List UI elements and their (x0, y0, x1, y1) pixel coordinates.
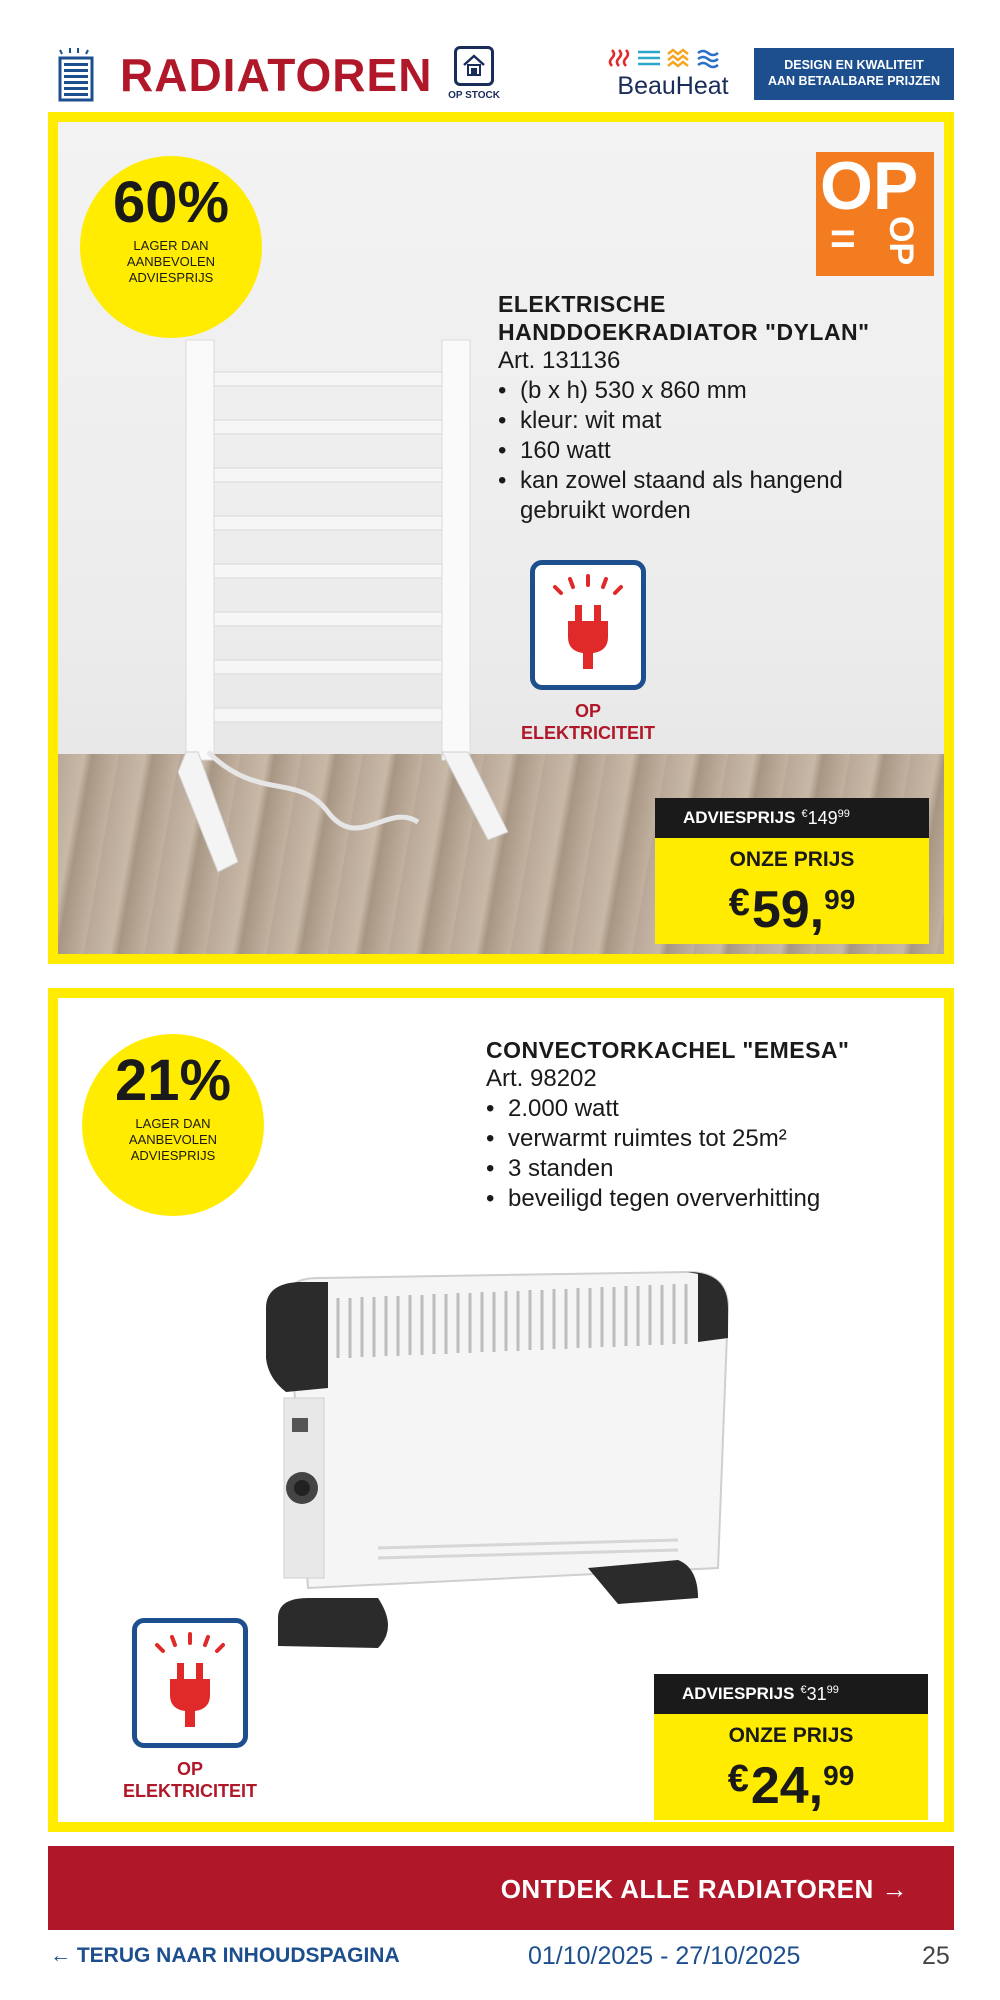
spec-item: • kan zowel staand als hangend (498, 466, 938, 496)
price-block (655, 798, 929, 944)
spec-item-continuation: gebruikt worden (520, 497, 691, 524)
advies-price (800, 1684, 838, 1705)
beauheat-waves-logo (608, 46, 728, 72)
sale-cents: 99 (824, 884, 856, 915)
sale-amount: 24, (750, 1757, 824, 1815)
product-title: CONVECTORKACHEL "EMESA" (486, 1037, 850, 1063)
advies-price-bar (655, 798, 929, 838)
sale-amount: 59, (751, 881, 825, 939)
article-number: Art. 98202 (486, 1065, 597, 1092)
spec-item: • 2.000 watt (486, 1094, 946, 1124)
product-info (498, 290, 938, 526)
advies-currency: € (800, 1683, 807, 1696)
page-header (0, 0, 1000, 110)
product-title: HANDDOEKRADIATOR "DYLAN" (498, 319, 870, 345)
advies-label: ADVIESPRIJS (683, 808, 796, 827)
discount-line: ADVIESPRIJS (130, 1148, 216, 1163)
discount-percent: 60% (112, 170, 230, 235)
discount-text (80, 238, 262, 286)
product-panel-emesa (48, 988, 954, 1832)
sale-currency: € (727, 1758, 749, 1800)
spec-item: • kleur: wit mat (498, 406, 938, 436)
product-title: ELEKTRISCHE (498, 291, 666, 317)
sale-currency: € (728, 882, 750, 924)
onze-label: ONZE PRIJS (729, 848, 855, 871)
convector-heater-image (258, 1268, 758, 1668)
sale-cents: 99 (823, 1760, 855, 1791)
electric-label-line: ELEKTRICITEIT (123, 1781, 257, 1801)
electric-label-line: OP (574, 701, 601, 721)
electric-label (110, 1758, 270, 1802)
sale-price (655, 872, 929, 938)
op-is-op-badge (816, 148, 934, 276)
slogan-line-2: AAN BETAALBARE PRIJZEN (768, 74, 940, 88)
op-badge-equals: = (830, 214, 856, 263)
electric-label (508, 700, 668, 744)
discount-line: ADVIESPRIJS (128, 270, 214, 285)
sale-price (654, 1748, 928, 1814)
electric-label-line: OP (176, 1759, 203, 1779)
slogan-line-1: DESIGN EN KWALITEIT (784, 58, 924, 72)
electric-badge (508, 560, 668, 744)
stock-label: OP STOCK (448, 90, 500, 101)
spec-item: • 3 standen (486, 1154, 946, 1184)
discover-all-radiators-button[interactable] (48, 1846, 954, 1930)
spec-list (486, 1094, 946, 1214)
onze-label: ONZE PRIJS (728, 1724, 854, 1747)
spec-item: • (b x h) 530 x 860 mm (498, 376, 938, 406)
electric-plug-icon (530, 560, 646, 690)
electric-badge (110, 1618, 270, 1802)
spec-item: • 160 watt (498, 436, 938, 466)
advies-label: ADVIESPRIJS (682, 1684, 795, 1703)
advies-cents: 99 (837, 807, 850, 820)
electric-plug-icon (132, 1618, 248, 1748)
validity-date-range: 01/10/2025 - 27/10/2025 (528, 1942, 801, 1970)
discount-badge (82, 1034, 264, 1216)
product-info (486, 1036, 946, 1214)
back-to-contents-link[interactable]: ← TERUG NAAR INHOUDSPAGINA (50, 1944, 400, 1967)
discount-line: AANBEVOLEN (126, 254, 216, 269)
discount-line: AANBEVOLEN (128, 1132, 218, 1147)
advies-price (801, 808, 849, 829)
product-panel-dylan (48, 112, 954, 964)
discount-percent: 21% (114, 1048, 232, 1113)
advies-currency: € (801, 807, 808, 820)
discount-badge (80, 156, 262, 338)
op-badge-rotated: OP (882, 216, 920, 266)
spec-list (498, 376, 938, 496)
spec-item: • beveiligd tegen oververhitting (486, 1184, 946, 1214)
slogan-banner (754, 48, 954, 100)
stock-badge (444, 46, 504, 101)
brand-name: BeauHeat (617, 72, 729, 100)
onze-price-box (655, 838, 929, 944)
page-number: 25 (922, 1942, 950, 1970)
discount-line: LAGER DAN (133, 238, 209, 253)
electric-label-line: ELEKTRICITEIT (521, 723, 655, 743)
discount-text (82, 1116, 264, 1164)
advies-amount: 31 (806, 1683, 827, 1704)
warehouse-stock-icon (454, 46, 494, 86)
article-number: Art. 131136 (498, 347, 621, 374)
discount-line: LAGER DAN (135, 1116, 211, 1131)
radiator-icon (58, 48, 94, 102)
page-title: RADIATOREN (120, 49, 433, 101)
spec-item: • verwarmt ruimtes tot 25m² (486, 1124, 946, 1154)
price-block (654, 1674, 928, 1820)
onze-price-box (654, 1714, 928, 1820)
cta-label: ONTDEK ALLE RADIATOREN → (500, 1874, 908, 1904)
brand-logo (608, 46, 738, 104)
advies-cents: 99 (826, 1683, 839, 1696)
advies-price-bar (654, 1674, 928, 1714)
advies-amount: 149 (807, 807, 838, 828)
op-badge-text: OP (820, 148, 919, 224)
